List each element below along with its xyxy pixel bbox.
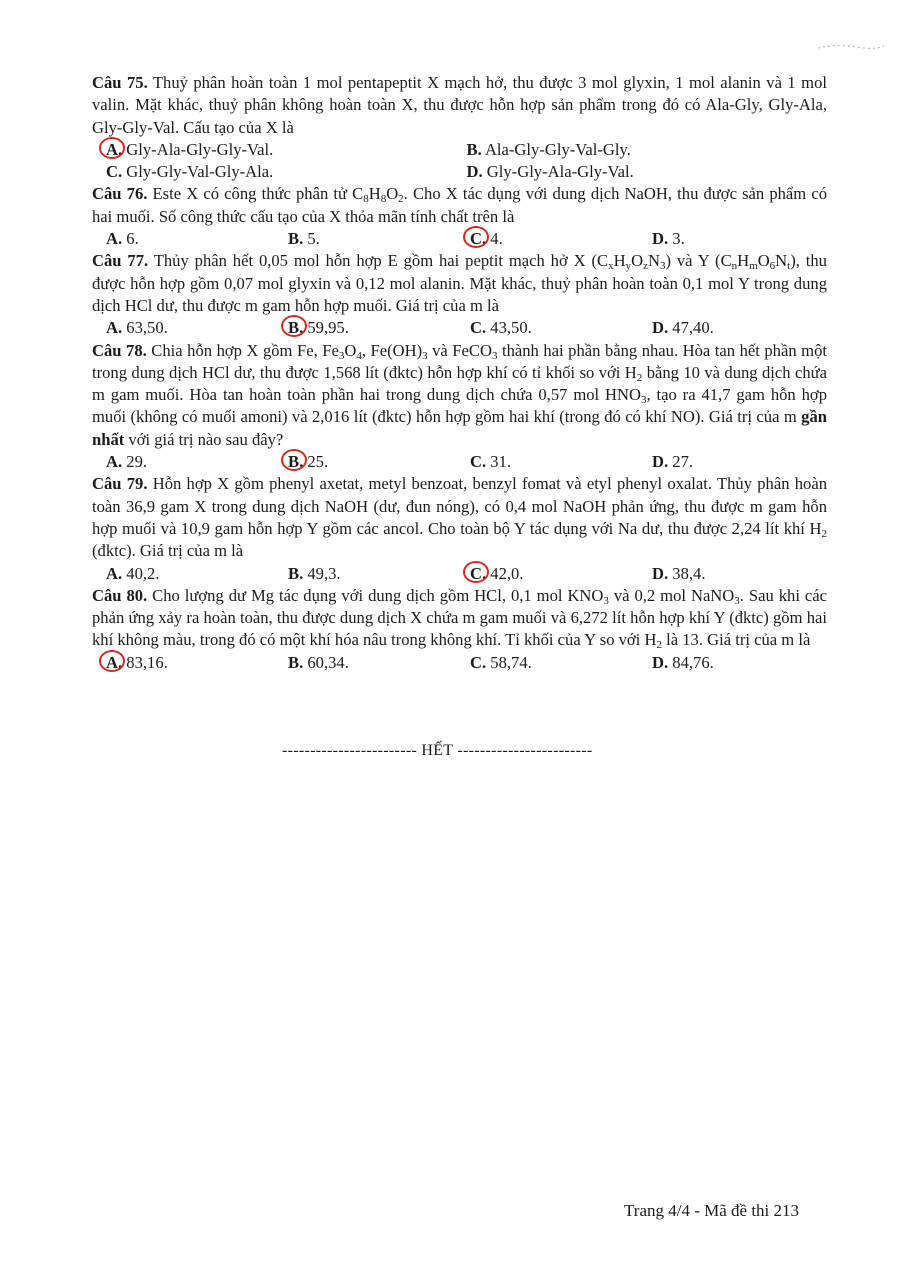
answer-options <box>92 139 827 184</box>
option-text: Gly-Ala-Gly-Gly-Val. <box>122 139 274 159</box>
option-letter: A. <box>106 452 123 472</box>
question-text: Chia hỗn hợp X gồm Fe, $Fe_3O_4$, $Fe(OH)_3$ và FeCO$_3$ thành hai phần bằng nhau. Hòa tan hết phần một trong dung dịch HCl dư, thu được 1,568 lít (đktc) hỗn hợp khí có tỉ khối so với $H_2$ bằng 10 và dung dịch chứa m gam muối. Hòa tan hoàn toàn phần hai trong dung dịch chứa 0,57 mol $HNO_3$, tạo ra 41,7 gam hỗn hợp muối (không có muối amoni) và 2,016 lít (đktc) hỗn hợp gồm hai khí (trong đó có khí NO). Giá trị của m gần nhất với giá trị nào sau đây? <box>92 340 827 449</box>
option-letter: A. <box>106 318 123 338</box>
option-c[interactable] <box>92 161 455 183</box>
question-list <box>92 72 827 674</box>
option-c[interactable] <box>456 228 638 250</box>
answer-circle-mark <box>99 650 125 672</box>
question-stem <box>92 72 827 139</box>
question-number: Câu 79. <box>92 474 148 494</box>
option-text: 49,3. <box>303 563 341 583</box>
option-letter: B. <box>288 652 304 672</box>
option-b[interactable] <box>465 139 828 161</box>
question-number: Câu 78. <box>92 340 147 360</box>
option-text: 47,40. <box>668 318 714 338</box>
option-text: Gly-Gly-Val-Gly-Ala. <box>122 162 274 182</box>
question-number: Câu 80. <box>92 585 148 605</box>
question-77 <box>92 250 827 339</box>
question-stem <box>92 183 827 228</box>
question-75 <box>92 72 827 183</box>
option-letter: C. <box>470 229 486 248</box>
option-b[interactable] <box>274 317 456 339</box>
option-letter: B. <box>288 318 303 337</box>
option-letter: D. <box>652 452 669 472</box>
option-text: 58,74. <box>486 652 532 672</box>
option-d[interactable] <box>638 652 820 674</box>
answer-options <box>92 317 827 339</box>
question-76 <box>92 183 827 250</box>
page-footer: Trang 4/4 - Mã đề thi 213 <box>624 1201 800 1220</box>
question-number: Câu 76. <box>92 184 148 204</box>
option-text: 59,95. <box>303 318 349 338</box>
option-letter: C. <box>106 162 123 182</box>
option-c[interactable] <box>456 451 638 473</box>
answer-options <box>92 652 827 674</box>
option-text: Ala-Gly-Gly-Val-Gly. <box>481 139 631 159</box>
option-letter: B. <box>288 563 304 583</box>
option-text: 83,16. <box>122 652 168 672</box>
option-text: 60,34. <box>303 652 349 672</box>
question-text: Thuỷ phân hoàn toàn 1 mol pentapeptit X mạch hở, thu được 3 mol glyxin, 1 mol alanin và 1 mol valin. Mặt khác, thuỷ phân không hoàn toàn X, thu được hỗn hợp sản phẩm trong đó có Ala-Gly, Gly-Ala, Gly-Gly-Val. Cấu tạo của X là <box>92 73 827 137</box>
option-a[interactable] <box>92 563 274 585</box>
option-letter: A. <box>106 140 122 159</box>
option-text: 38,4. <box>668 563 706 583</box>
option-c[interactable] <box>456 563 638 585</box>
option-text: 84,76. <box>668 652 714 672</box>
option-letter: C. <box>470 564 486 583</box>
option-text: 6. <box>122 229 139 249</box>
question-stem <box>92 585 827 652</box>
option-b[interactable] <box>274 652 456 674</box>
question-stem <box>92 340 827 451</box>
option-text: 4. <box>486 229 503 249</box>
option-text: Gly-Gly-Ala-Gly-Val. <box>482 162 634 182</box>
option-d[interactable] <box>638 563 820 585</box>
question-text: Cho lượng dư Mg tác dụng với dung dịch gồm HCl, 0,1 mol $KNO_3$ và 0,2 mol NaNO$_3$. Sau khi các phản ứng xảy ra hoàn toàn, thu được dung dịch X chứa m gam muối và 6,272 lít hỗn hợp khí Y (đktc) gồm hai khí không màu, trong đó có một khí hóa nâu trong không khí. Tỉ khối của Y so với $H_2$ là 13. Giá trị của m là <box>92 585 827 652</box>
end-marker: ------------------------ HẾT ------------------------ <box>282 742 593 759</box>
option-text: 42,0. <box>486 563 524 583</box>
answer-options <box>92 228 827 250</box>
answer-circle-mark <box>463 561 489 583</box>
option-text: 63,50. <box>122 318 168 338</box>
option-text: 29. <box>122 452 148 472</box>
question-80 <box>92 585 827 674</box>
option-letter: C. <box>470 652 487 672</box>
option-c[interactable] <box>456 317 638 339</box>
answer-circle-mark <box>281 449 307 471</box>
option-d[interactable] <box>638 228 820 250</box>
option-letter: A. <box>106 229 123 249</box>
option-d[interactable] <box>465 161 828 183</box>
option-letter: B. <box>466 139 482 159</box>
option-b[interactable] <box>274 563 456 585</box>
option-letter: B. <box>288 452 303 471</box>
option-letter: D. <box>466 162 483 182</box>
option-letter: D. <box>652 229 669 249</box>
option-letter: A. <box>106 563 123 583</box>
option-text: 40,2. <box>122 563 160 583</box>
option-letter: D. <box>652 652 669 672</box>
option-text: 27. <box>668 452 694 472</box>
option-letter: C. <box>470 318 487 338</box>
option-text: 31. <box>486 452 512 472</box>
option-letter: A. <box>106 653 122 672</box>
option-a[interactable] <box>92 451 274 473</box>
answer-options <box>92 563 827 585</box>
option-a[interactable] <box>92 652 274 674</box>
option-a[interactable] <box>92 317 274 339</box>
option-d[interactable] <box>638 317 820 339</box>
question-stem <box>92 473 827 562</box>
option-letter: C. <box>470 452 487 472</box>
question-text: Thủy phân hết 0,05 mol hỗn hợp E gồm hai peptit mạch hở X $(C_xH_yO_zN_3)$ và Y $(C_nH_mO_6N_t)$, thu được hỗn hợp gồm 0,07 mol glyxin và 0,12 mol alanin. Mặt khác, thuỷ phân hoàn toàn 0,1 mol Y trong dung dịch HCl dư, thu được m gam hỗn hợp muối. Giá trị của m là <box>92 251 827 315</box>
option-letter: D. <box>652 563 669 583</box>
question-78 <box>92 340 827 474</box>
question-79 <box>92 473 827 584</box>
option-text: 25. <box>303 452 329 472</box>
option-c[interactable] <box>456 652 638 674</box>
option-b[interactable] <box>274 451 456 473</box>
question-stem <box>92 250 827 317</box>
option-d[interactable] <box>638 451 820 473</box>
answer-options <box>92 451 827 473</box>
option-letter: B. <box>288 229 304 249</box>
question-number: Câu 77. <box>92 251 149 271</box>
option-letter: D. <box>652 318 669 338</box>
option-text: 43,50. <box>486 318 532 338</box>
option-b[interactable] <box>274 228 456 250</box>
question-number: Câu 75. <box>92 73 148 92</box>
question-text: Este X có công thức phân tử $C_8H_8O_2$. Cho X tác dụng với dung dịch NaOH, thu được sản phẩm có hai muối. Số công thức cấu tạo của X thỏa mãn tính chất trên là <box>92 184 828 226</box>
option-a[interactable] <box>92 139 455 161</box>
answer-circle-mark <box>463 226 489 248</box>
option-text: 3. <box>668 229 685 249</box>
option-text: 5. <box>303 229 320 249</box>
answer-circle-mark <box>99 137 125 159</box>
scan-speck-mark <box>816 40 886 54</box>
question-text: Hỗn hợp X gồm phenyl axetat, metyl benzoat, benzyl fomat và etyl phenyl oxalat. Thủy phân hoàn toàn 36,9 gam X trong dung dịch NaOH (dư, đun nóng), có 0,4 mol NaOH phản ứng, thu được m gam hỗn hợp muối và 10,9 gam hỗn hợp Y gồm các ancol. Cho toàn bộ Y tác dụng với Na dư, thu được 2,24 lít khí $H_2$ (đktc). Giá trị của m là <box>92 474 827 561</box>
option-a[interactable] <box>92 228 274 250</box>
